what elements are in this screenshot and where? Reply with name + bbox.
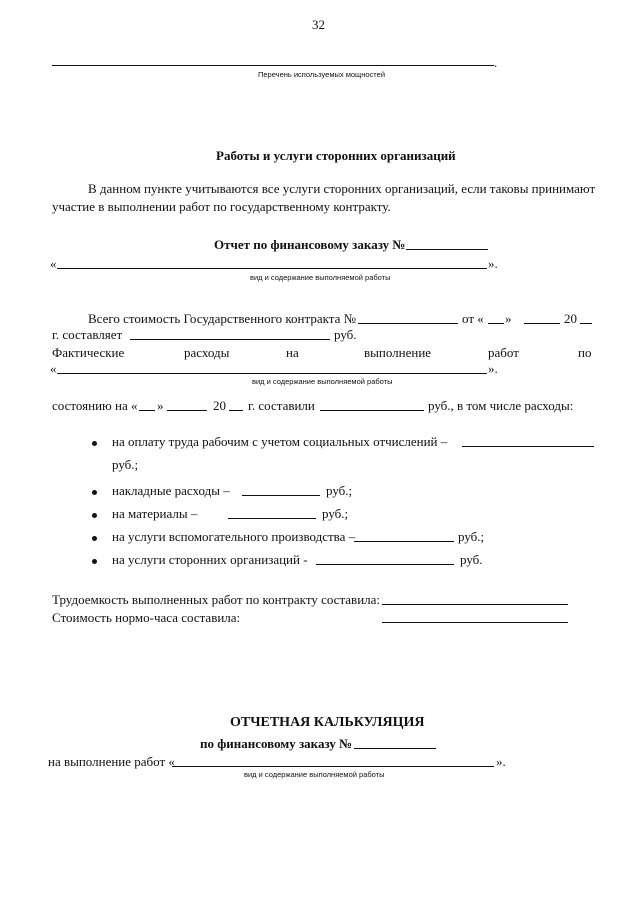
state-year-line xyxy=(229,410,243,411)
expense-materials-unit: руб.; xyxy=(322,506,349,521)
actual-w2: расходы xyxy=(184,345,230,360)
contract-text-f: руб. xyxy=(334,327,357,342)
state-day-line xyxy=(139,410,155,411)
expense-labor-unit: руб.; xyxy=(112,457,139,472)
calc-order: по финансовому заказу № xyxy=(200,736,353,751)
expense-overhead: накладные расходы – xyxy=(112,483,230,498)
contract-text-b: от « xyxy=(462,311,484,326)
work-caption-2: вид и содержание выполняемой работы xyxy=(252,377,393,386)
state-month-line xyxy=(167,410,207,411)
state-b: » xyxy=(157,398,164,413)
calc-order-line xyxy=(354,748,436,749)
contract-text-e: г. составляет xyxy=(52,327,123,342)
calc-work-line xyxy=(172,766,494,767)
expense-aux: на услуги вспомогательного производства – xyxy=(112,529,356,544)
quote-open: « xyxy=(50,256,57,271)
actual-w1: Фактические xyxy=(52,345,125,360)
bullet-icon xyxy=(92,559,97,564)
expense-labor: на оплату труда рабочим с учетом социальных отчислений – xyxy=(112,434,448,449)
state-d: г. составили xyxy=(248,398,315,413)
actual-w5: работ xyxy=(488,345,519,360)
state-e: руб., в том числе расходы: xyxy=(428,398,574,413)
expense-third-party: на услуги сторонних организаций - xyxy=(112,552,308,567)
expense-overhead-unit: руб.; xyxy=(326,483,353,498)
quote-close-2: ». xyxy=(488,361,498,376)
intro-line-2: участие в выполнении работ по государственному контракту. xyxy=(52,199,391,214)
labor-intensity-line xyxy=(382,604,568,605)
expense-materials: на материалы – xyxy=(112,506,198,521)
period: . xyxy=(494,55,498,70)
contract-text-c: » xyxy=(505,311,512,326)
expense-third-party-unit: руб. xyxy=(460,552,483,567)
labor-intensity: Трудоемкость выполненных работ по контракту составила: xyxy=(52,592,381,607)
contract-text-a: Всего стоимость Государственного контракта № xyxy=(88,311,356,326)
bullet-icon xyxy=(92,441,97,446)
calc-work: на выполнение работ « xyxy=(48,754,175,769)
contract-text-d: 20 xyxy=(564,311,577,326)
state-c: 20 xyxy=(213,398,226,413)
calc-close: ». xyxy=(496,754,506,769)
work-caption-1: вид и содержание выполняемой работы xyxy=(250,273,391,282)
work-line-1 xyxy=(57,268,487,269)
actual-w4: выполнение xyxy=(364,345,432,360)
state-sum-line xyxy=(320,410,424,411)
norm-hour-line xyxy=(382,622,568,623)
quote-close: ». xyxy=(488,256,498,271)
contract-sum-line xyxy=(130,339,330,340)
bullet-icon xyxy=(92,490,97,495)
section-title: Работы и услуги сторонних организаций xyxy=(216,148,456,163)
capacity-caption: Перечень используемых мощностей xyxy=(258,70,386,79)
expense-labor-line xyxy=(462,446,594,447)
actual-w6: по xyxy=(578,345,592,360)
bullet-icon xyxy=(92,536,97,541)
quote-open-2: « xyxy=(50,361,57,376)
expense-aux-unit: руб.; xyxy=(458,529,485,544)
contract-year-line xyxy=(580,323,592,324)
contract-month-line xyxy=(524,323,560,324)
report-title: Отчет по финансовому заказу № xyxy=(214,237,406,252)
expense-overhead-line xyxy=(242,495,320,496)
expense-aux-line xyxy=(354,541,454,542)
state-a: состоянию на « xyxy=(52,398,138,413)
actual-w3: на xyxy=(286,345,299,360)
calc-caption: вид и содержание выполняемой работы xyxy=(244,770,385,779)
intro-line-1: В данном пункте учитываются все услуги сторонних организаций, если таковы принимают xyxy=(88,181,596,196)
norm-hour: Стоимость нормо-часа составила: xyxy=(52,610,241,625)
report-number-line xyxy=(406,249,488,250)
page-number: 32 xyxy=(312,17,325,32)
contract-day-line xyxy=(488,323,504,324)
work-line-2 xyxy=(57,373,487,374)
expense-materials-line xyxy=(228,518,316,519)
capacity-line xyxy=(52,65,494,66)
contract-number-line xyxy=(358,323,458,324)
bullet-icon xyxy=(92,513,97,518)
calc-title: ОТЧЕТНАЯ КАЛЬКУЛЯЦИЯ xyxy=(230,715,425,730)
expense-third-party-line xyxy=(316,564,454,565)
